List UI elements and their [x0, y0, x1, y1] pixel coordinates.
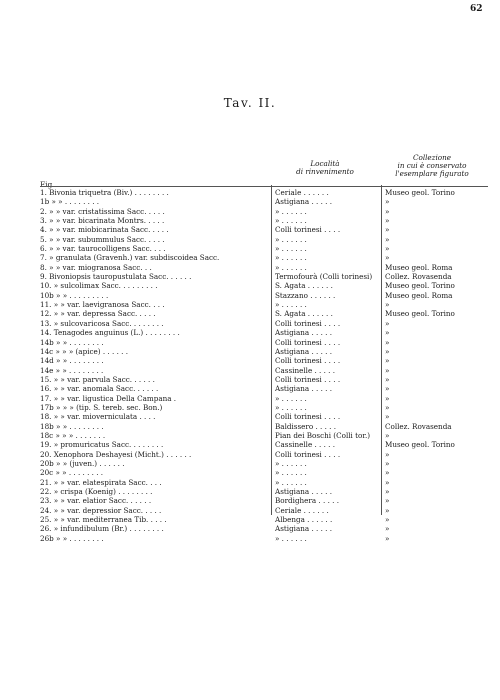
collection-cell: »: [385, 430, 390, 440]
figure-description: 23. » » var. elatior Sacc. . . . . .: [40, 496, 152, 506]
figure-description: 6. » » var. taurocolligens Sacc. . . .: [40, 244, 166, 254]
collection-cell: »: [385, 374, 390, 384]
locality-cell: Cassinelle . . . . .: [275, 365, 336, 375]
figure-description: 11. » » var. laevigranosa Sacc. . . .: [40, 300, 165, 310]
collection-cell: »: [385, 449, 390, 459]
locality-cell: » . . . . . .: [275, 402, 307, 412]
figure-description: 24. » » var. depressior Sacc. . . . .: [40, 505, 162, 515]
locality-cell: Colli torinesi . . . .: [275, 449, 341, 459]
figure-description: 8. » » var. miogranosa Sacc. . .: [40, 262, 152, 272]
table-row: [40, 534, 488, 543]
table-row: [40, 328, 488, 337]
figure-description: 4. » » var. miobicarinata Sacc. . . . .: [40, 225, 169, 235]
locality-cell: Pian dei Boschi (Colli tor.): [275, 430, 371, 440]
locality-cell: Colli torinesi . . . .: [275, 225, 341, 235]
collection-cell: »: [385, 505, 390, 515]
figure-description: 3. » » var. bicarinata Montrs. . . . .: [40, 216, 165, 226]
locality-cell: » . . . . . .: [275, 216, 307, 226]
locality-cell: Ceriale . . . . . .: [275, 188, 329, 197]
table-row: [40, 338, 488, 347]
figure-description: 10b » » . . . . . . . . .: [40, 290, 109, 300]
figure-description: 1b » » . . . . . . . .: [40, 197, 100, 207]
locality-cell: » . . . . . .: [275, 300, 307, 310]
collection-cell: »: [385, 253, 390, 263]
table-row: [40, 422, 488, 431]
collection-cell: »: [385, 402, 390, 412]
table-row: [40, 524, 488, 533]
table-row: [40, 347, 488, 356]
figure-description: 14c » » » (apice) . . . . . .: [40, 346, 128, 356]
figure-description: 12. » » var. depressa Sacc. . . . .: [40, 309, 156, 319]
collection-header-line-2: in cui è conservato: [397, 161, 467, 170]
table-row: [40, 309, 488, 318]
table-row: [40, 384, 488, 393]
locality-cell: Baldissero . . . . .: [275, 421, 337, 431]
locality-cell: » . . . . . .: [275, 253, 307, 263]
collection-cell: »: [385, 206, 390, 216]
locality-header-line-2: di rinvenimento: [296, 167, 354, 176]
figure-description: 1. Bivonia triquetra (Biv.) . . . . . . . .: [40, 188, 169, 197]
figure-description: 25. » » var. mediterranea Tib. . . . .: [40, 515, 167, 525]
table-row: [40, 319, 488, 328]
locality-cell: Astigiana . . . . .: [275, 487, 333, 496]
locality-cell: » . . . . . .: [275, 533, 307, 543]
table-row: [40, 468, 488, 477]
figure-description: 15. » » var. parvula Sacc. . . . . .: [40, 374, 155, 384]
collection-cell: Museo geol. Torino: [385, 188, 455, 197]
table-row: [40, 216, 488, 225]
figure-description: 14e » » . . . . . . . .: [40, 365, 104, 375]
table-row: [40, 431, 488, 440]
figure-description: 9. Bivoniopsis tauropustulata Sacc. . . . . .: [40, 272, 192, 282]
table-row: [40, 272, 488, 281]
locality-cell: Colli torinesi . . . .: [275, 318, 341, 328]
collection-cell: »: [385, 496, 390, 506]
figure-description: 18. » » var. mioverniculata . . . .: [40, 412, 156, 422]
table-row: [40, 356, 488, 365]
collection-cell: Museo geol. Torino: [385, 309, 455, 319]
table-row: [40, 253, 488, 262]
table-row: [40, 366, 488, 375]
collection-cell: »: [385, 533, 390, 543]
locality-cell: » . . . . . .: [275, 477, 307, 487]
figure-description: 2. » » var. cristatissima Sacc. . . . .: [40, 206, 165, 216]
figure-description: 5. » » var. subummulus Sacc. . . . .: [40, 234, 165, 244]
collection-cell: »: [385, 477, 390, 487]
table-row: [40, 300, 488, 309]
table-row: [40, 496, 488, 505]
collection-cell: »: [385, 216, 390, 226]
page-number: 62: [470, 4, 483, 14]
locality-cell: » . . . . . .: [275, 262, 307, 272]
figure-description: 18c » » » . . . . . . .: [40, 430, 106, 440]
collection-cell: Museo geol. Torino: [385, 281, 455, 291]
collection-cell: »: [385, 384, 390, 394]
collection-header-line-3: l'esemplare figurato: [395, 169, 469, 178]
collection-column-header: [378, 154, 486, 178]
figure-description: 17. » » var. ligustica Della Campana .: [40, 393, 177, 403]
collection-cell: »: [385, 468, 390, 478]
locality-cell: » . . . . . .: [275, 458, 307, 468]
table-row: [40, 263, 488, 272]
table-row: [40, 506, 488, 515]
locality-cell: Albenga . . . . . .: [275, 515, 333, 525]
locality-cell: Astigiana . . . . .: [275, 524, 333, 534]
plate-title: Tav. II.: [223, 96, 277, 110]
table-row: [40, 459, 488, 468]
figure-description: 7. » granulata (Gravenh.) var. subdiscoidea Sacc.: [40, 253, 220, 263]
locality-cell: » . . . . . .: [275, 234, 307, 244]
figure-description: 20b » » (juven.) . . . . . .: [40, 458, 125, 468]
locality-cell: Ceriale . . . . . .: [275, 505, 329, 515]
collection-cell: »: [385, 412, 390, 422]
table-row: [40, 403, 488, 412]
collection-cell: Collez. Rovasenda: [385, 421, 452, 431]
collection-cell: Museo geol. Torino: [385, 440, 455, 450]
table-row: [40, 440, 488, 449]
table-row: [40, 235, 488, 244]
table-row: [40, 478, 488, 487]
table-top-rule: [40, 186, 488, 187]
table-row: [40, 450, 488, 459]
collection-cell: Museo geol. Roma: [385, 290, 453, 300]
collection-cell: »: [385, 328, 390, 338]
figure-description: 21. » » var. elatespirata Sacc. . . .: [40, 477, 162, 487]
locality-cell: Termofourà (Colli torinesi): [275, 272, 373, 282]
figure-description: 19. » promuricatus Sacc. . . . . . . .: [40, 440, 164, 450]
figure-description: 22. » crispa (Koenig) . . . . . . . .: [40, 487, 153, 496]
table-row: [40, 225, 488, 234]
locality-cell: Cassinelle . . . . .: [275, 440, 336, 450]
table-row: [40, 515, 488, 524]
collection-cell: »: [385, 346, 390, 356]
table-row: [40, 188, 488, 197]
locality-cell: S. Agata . . . . . .: [275, 281, 333, 291]
collection-cell: »: [385, 393, 390, 403]
collection-header-line-1: Collezione: [413, 153, 451, 162]
fig-column-header: Fig.: [40, 180, 55, 189]
figure-description: 20. Xenophora Deshayesi (Micht.) . . . . . .: [40, 449, 192, 459]
locality-cell: Colli torinesi . . . .: [275, 337, 341, 347]
figure-description: 13. » sulcovaricosa Sacc. . . . . . . .: [40, 318, 164, 328]
collection-cell: »: [385, 225, 390, 235]
collection-cell: »: [385, 524, 390, 534]
locality-header-line-1: Località: [310, 159, 340, 168]
collection-cell: »: [385, 318, 390, 328]
locality-cell: » . . . . . .: [275, 244, 307, 254]
locality-cell: » . . . . . .: [275, 206, 307, 216]
figure-description: 14b » » . . . . . . . .: [40, 337, 104, 347]
figure-description: 16. » » var. anomala Sacc. . . . . .: [40, 384, 159, 394]
figure-description: 17b » » » (tip. S. tereb. sec. Bon.): [40, 402, 163, 412]
collection-cell: »: [385, 197, 390, 207]
collection-cell: »: [385, 487, 390, 496]
collection-cell: »: [385, 234, 390, 244]
figure-table: [40, 188, 488, 543]
collection-cell: »: [385, 356, 390, 366]
locality-cell: » . . . . . .: [275, 393, 307, 403]
table-row: [40, 244, 488, 253]
locality-cell: Colli torinesi . . . .: [275, 356, 341, 366]
figure-description: 14d » » . . . . . . . .: [40, 356, 104, 366]
locality-cell: Bordighera . . . . .: [275, 496, 339, 506]
locality-cell: » . . . . . .: [275, 468, 307, 478]
table-row: [40, 291, 488, 300]
table-row: [40, 412, 488, 421]
locality-cell: Astigiana . . . . .: [275, 384, 333, 394]
table-row: [40, 375, 488, 384]
locality-cell: Colli torinesi . . . .: [275, 412, 341, 422]
collection-cell: »: [385, 244, 390, 254]
collection-cell: »: [385, 515, 390, 525]
locality-cell: Astigiana . . . . .: [275, 346, 333, 356]
collection-cell: Collez. Rovasenda: [385, 272, 452, 282]
collection-cell: »: [385, 458, 390, 468]
collection-cell: Museo geol. Roma: [385, 262, 453, 272]
figure-description: 18b » » . . . . . . . .: [40, 421, 104, 431]
table-row: [40, 197, 488, 206]
collection-cell: »: [385, 337, 390, 347]
collection-cell: »: [385, 300, 390, 310]
table-row: [40, 281, 488, 290]
locality-cell: Astigiana . . . . .: [275, 328, 333, 338]
figure-description: 10. » sulcolimax Sacc. . . . . . . . .: [40, 281, 158, 291]
figure-description: 20c » » . . . . . . . .: [40, 468, 104, 478]
figure-description: 14. Tenagodes anguinus (L.) . . . . . . . .: [40, 328, 180, 338]
locality-cell: S. Agata . . . . . .: [275, 309, 333, 319]
locality-cell: Colli torinesi . . . .: [275, 374, 341, 384]
locality-column-header: [270, 160, 380, 176]
locality-cell: Stazzano . . . . . .: [275, 290, 336, 300]
collection-cell: »: [385, 365, 390, 375]
table-row: [40, 394, 488, 403]
figure-description: 26. » infundibulum (Br.) . . . . . . . .: [40, 524, 164, 534]
table-row: [40, 207, 488, 216]
figure-description: 26b » » . . . . . . . .: [40, 533, 104, 543]
table-row: [40, 487, 488, 496]
locality-cell: Astigiana . . . . .: [275, 197, 333, 207]
